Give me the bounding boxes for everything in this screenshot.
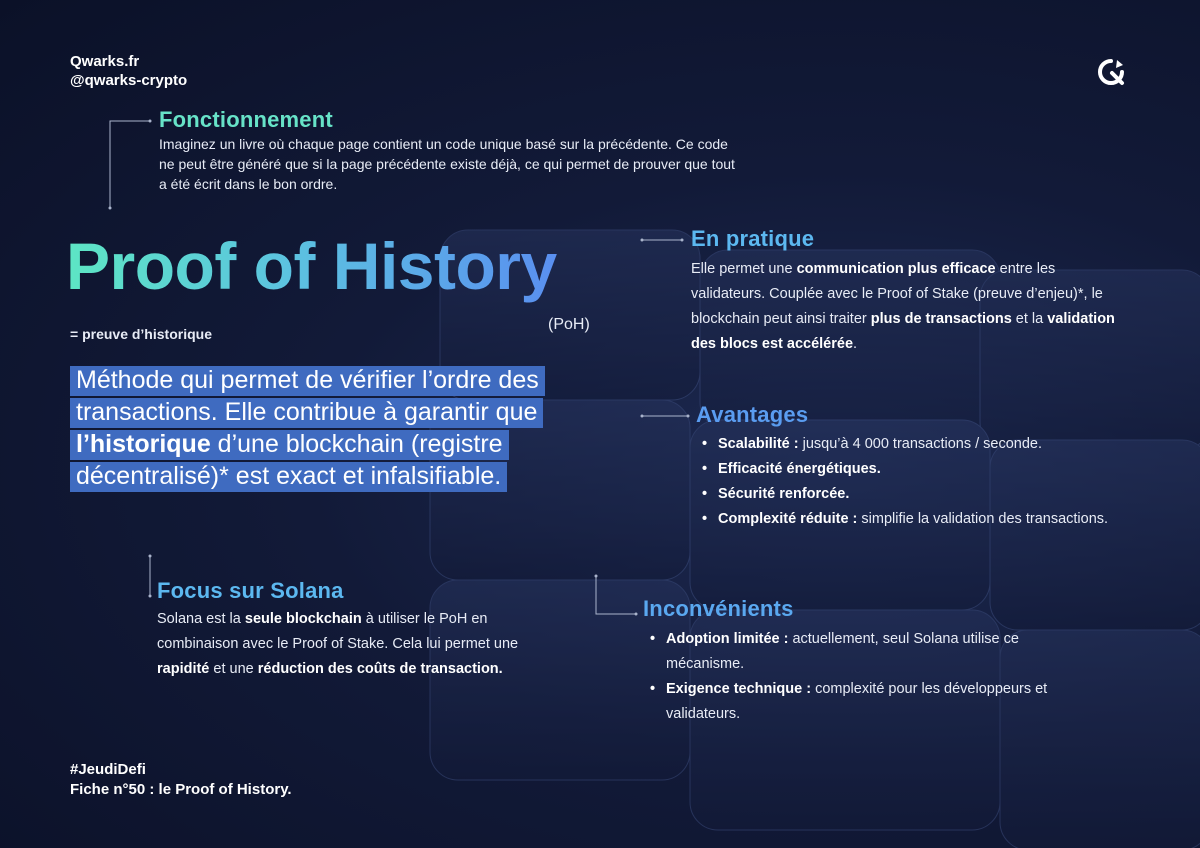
brand-block [70,52,187,90]
item-text: simplifie la validation des transactions. [857,511,1109,527]
pratique-t1: Elle permet une [691,261,797,277]
item-bold: Sécurité renforcée. [718,486,850,502]
item-text: complexité pour les développeurs et validateurs. [666,681,1048,722]
definition-part1: Méthode qui permet de vérifier l’ordre des transactions. Elle contribue à garantir que [76,366,539,426]
footer-fiche: Fiche n°50 : le Proof of History. [70,781,292,798]
solana-t3: et une [209,661,258,677]
solana-title: Focus sur Solana [157,578,344,603]
footer-hashtag: #JeudiDefi [70,761,146,778]
definition-block [70,364,610,492]
brand-site: Qwarks.fr [70,53,140,70]
item-text: actuellement, seul Solana utilise ce mécanisme. [666,631,1019,672]
solana-text [157,607,557,682]
footer [70,760,292,800]
solana-t2: à utiliser le PoH en combinaison avec le Proof of Stake. Cela lui permet une [157,611,519,652]
item-bold: Scalabilité : [718,436,799,452]
item-text: jusqu’à 4 000 transactions / seconde. [798,436,1043,452]
solana-t1: Solana est la [157,611,245,627]
fonctionnement-text: Imaginez un livre où chaque page contient un code unique basé sur la précédente. Ce code ne peut être généré que si la page précédente existe déjà, ce qui permet de prouver que tout a été écrit dans le bon ordre. [159,136,735,192]
q-refresh-icon [1096,57,1126,87]
list-item [650,627,1070,677]
list-item [702,457,1122,482]
pratique-t2: entre les validateurs. Couplée avec le Proof of Stake (preuve d’enjeu)*, le blockchain peut ainsi traiter [691,261,1103,327]
definition-part2: d’une blockchain (registre décentralisé)* est exact et infalsifiable. [76,430,503,490]
pratique-b3: validation des blocs est accélérée [691,311,1115,352]
item-bold: Exigence technique : [666,681,812,697]
inconvenients-title: Inconvénients [643,596,794,621]
pratique-title: En pratique [691,226,815,251]
avantages-title: Avantages [696,402,809,427]
item-bold: Efficacité énergétiques. [718,461,881,477]
solana-b1: seule blockchain [244,611,362,627]
title-translation: = preuve d’historique [70,326,212,342]
list-item [702,507,1122,532]
brand-handle: @qwarks-crypto [70,72,188,89]
solana-b2: rapidité [157,661,210,677]
list-item [702,432,1122,457]
pratique-t4: . [853,336,858,352]
pratique-text [691,257,1131,357]
pratique-b1: communication plus efficace [796,261,996,277]
pratique-t3: et la [1011,311,1048,327]
list-item [650,677,1070,727]
pratique-b2: plus de transactions [870,311,1012,327]
inconvenients-list [650,627,1070,727]
title-abbreviation: (PoH) [548,316,590,333]
solana-b3: réduction des coûts de transaction. [257,661,503,677]
list-item [702,482,1122,507]
definition-bold: l’historique [76,430,211,458]
item-bold: Adoption limitée : [666,631,789,647]
avantages-list [702,432,1122,532]
definition-highlight [70,366,545,492]
item-bold: Complexité réduite : [718,511,858,527]
fonctionnement-title: Fonctionnement [159,107,333,132]
page-title: Proof of History [66,229,557,303]
